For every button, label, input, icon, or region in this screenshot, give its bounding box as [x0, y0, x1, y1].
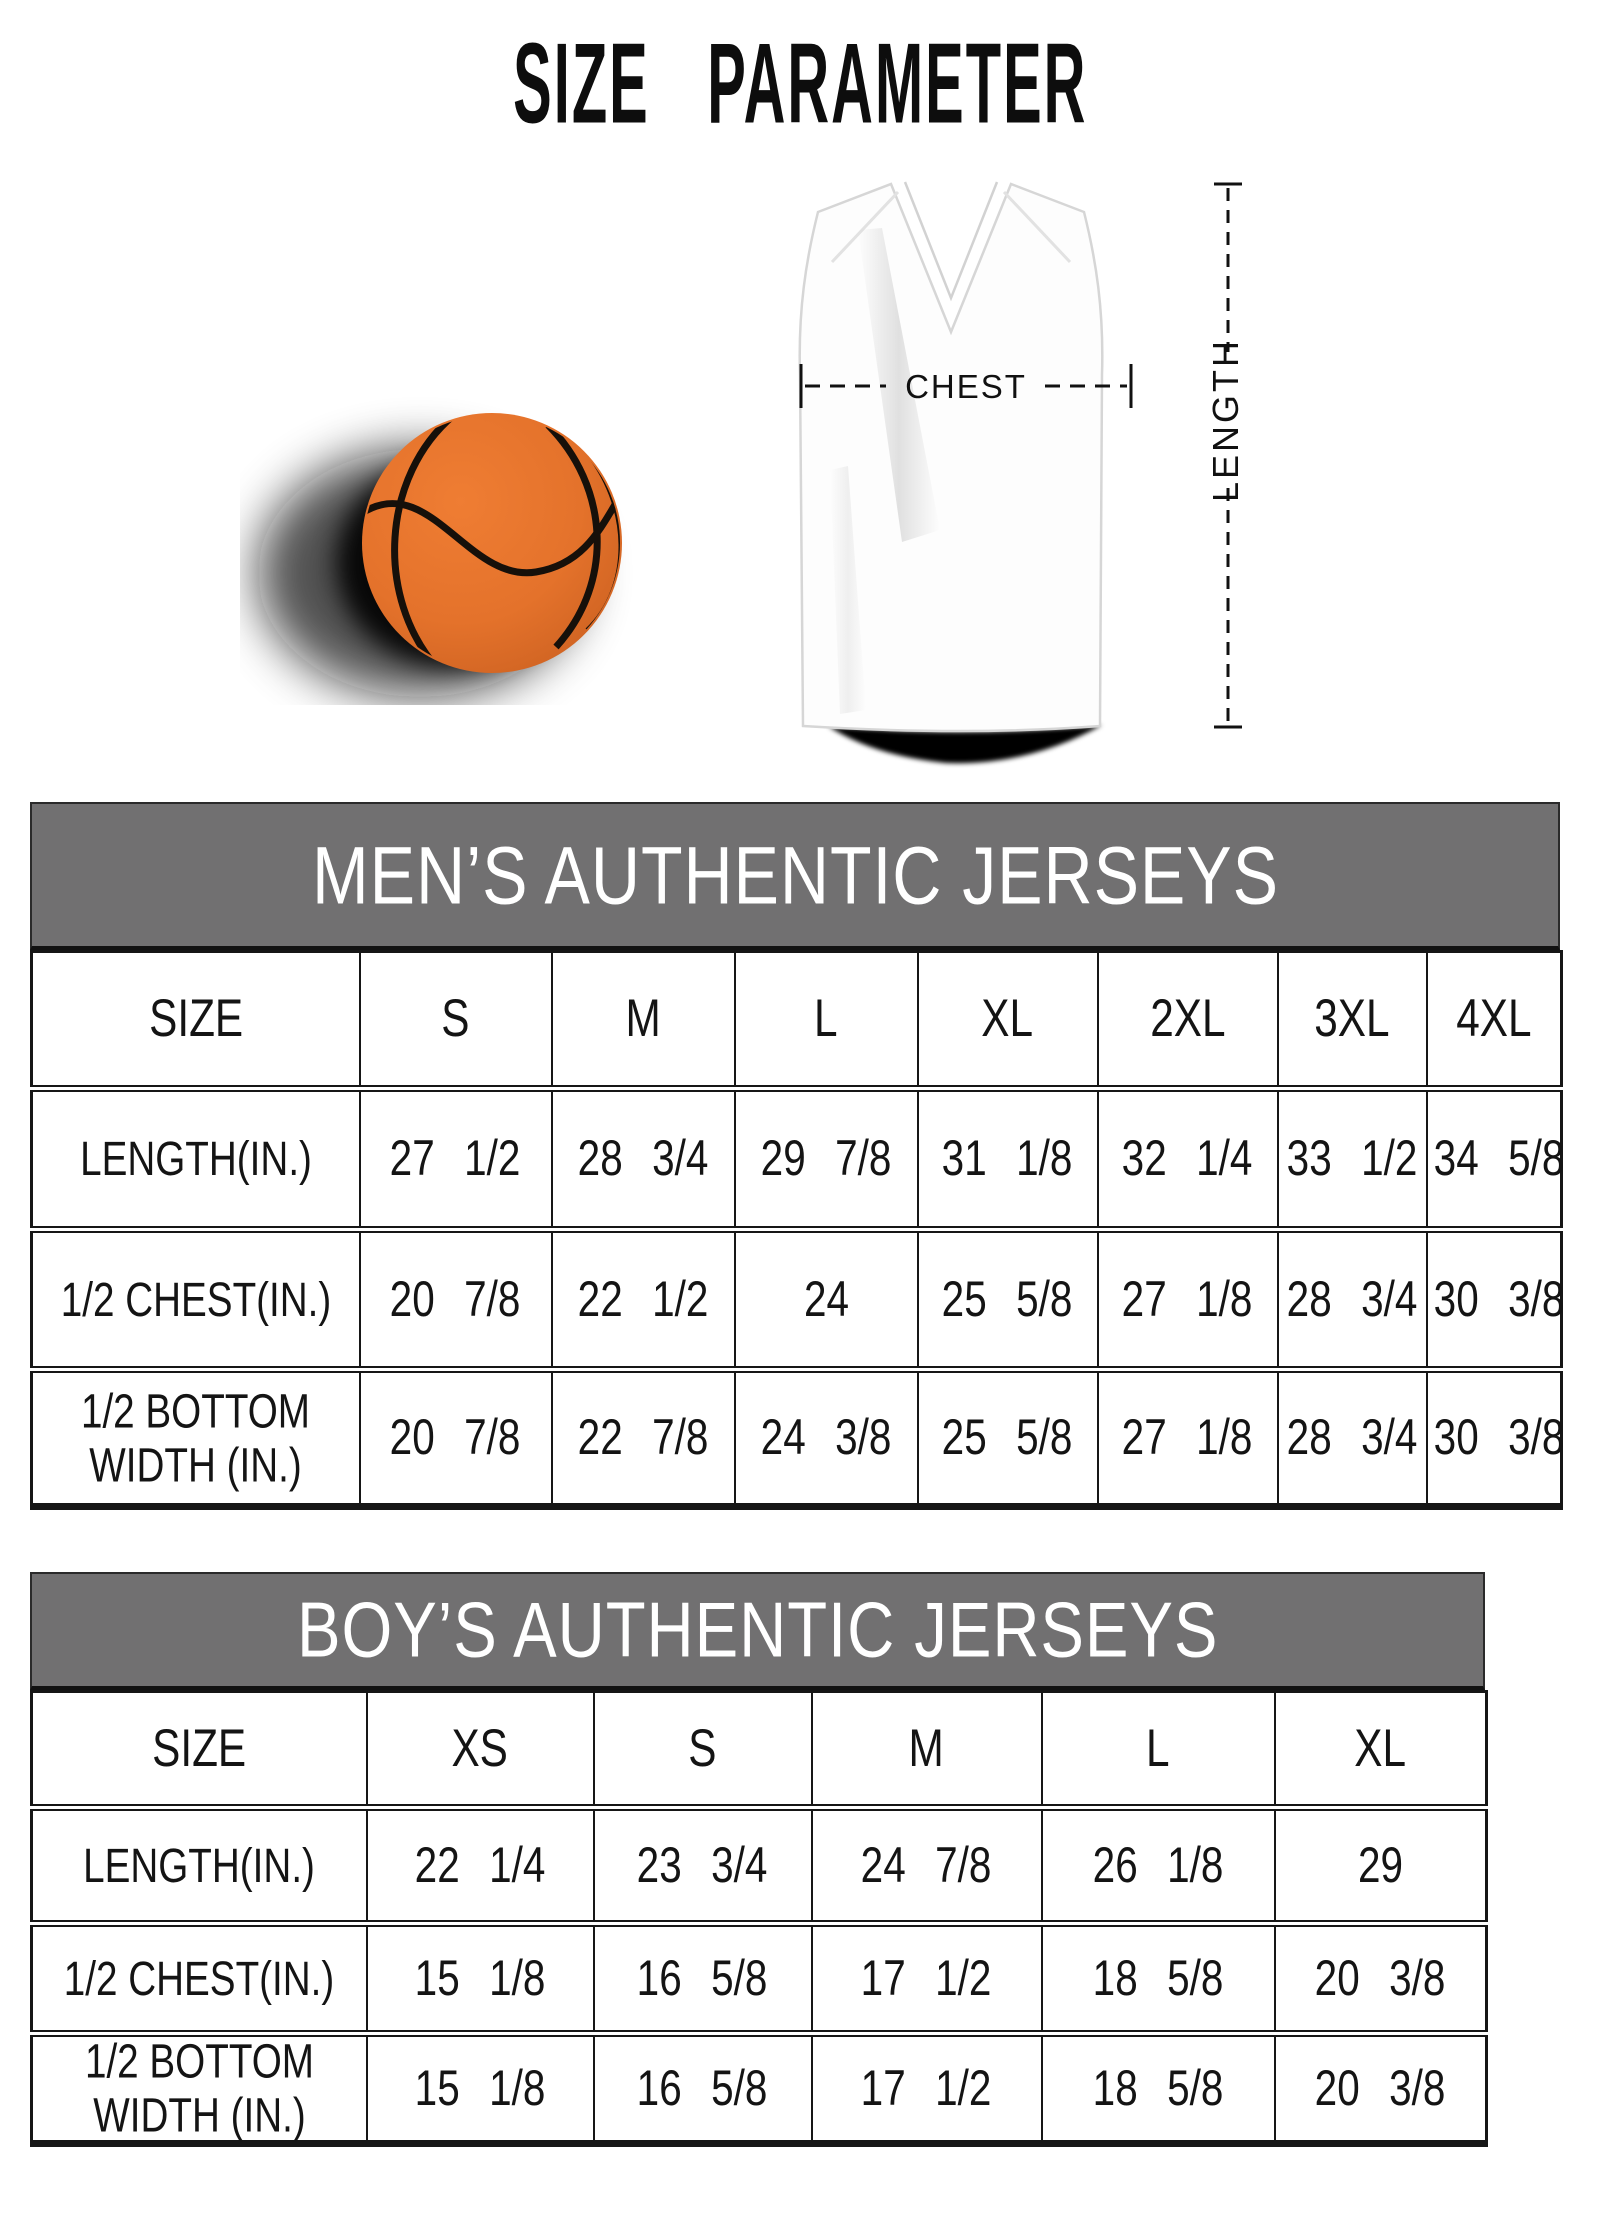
table-cell: 23 3/4 — [594, 1808, 812, 1924]
boys-table-header-band — [30, 1572, 1485, 1690]
size-col-m: M — [552, 952, 735, 1089]
jersey-illustration — [770, 170, 1290, 770]
length-label: LENGTH — [1205, 337, 1246, 503]
table-row-half-chest — [32, 1230, 1562, 1370]
mens-table-header-band — [30, 802, 1560, 950]
table-row-half-bottom-width — [32, 2034, 1487, 2144]
size-col-m: M — [812, 1692, 1042, 1808]
table-cell: 27 1/8 — [1098, 1230, 1278, 1370]
size-col-l: L — [1042, 1692, 1275, 1808]
mens-size-table — [30, 950, 1563, 1510]
table-cell: 18 5/8 — [1042, 1924, 1275, 2034]
table-cell: 25 5/8 — [918, 1230, 1098, 1370]
table-cell: 20 3/8 — [1275, 1924, 1487, 2034]
table-cell: 16 5/8 — [594, 1924, 812, 2034]
table-row-half-bottom-width — [32, 1370, 1562, 1507]
table-cell: 20 7/8 — [360, 1370, 552, 1507]
jersey-figure — [770, 170, 1290, 770]
table-cell: 29 7/8 — [735, 1089, 918, 1230]
size-col-2xl: 2XL — [1098, 952, 1278, 1089]
table-cell: 28 3/4 — [1278, 1370, 1427, 1507]
table-cell: 24 7/8 — [812, 1808, 1042, 1924]
row-label-half-chest: 1/2 CHEST(IN.) — [32, 1924, 367, 2034]
size-col-xl: XL — [1275, 1692, 1487, 1808]
table-cell: 28 3/4 — [1278, 1230, 1427, 1370]
size-header-cell: SIZE — [32, 952, 360, 1089]
table-cell: 30 3/8 — [1427, 1230, 1562, 1370]
mens-size-table-block — [30, 802, 1564, 1510]
table-cell: 22 7/8 — [552, 1370, 735, 1507]
table-cell: 20 3/8 — [1275, 2034, 1487, 2144]
table-cell: 15 1/8 — [367, 1924, 594, 2034]
size-col-xs: XS — [367, 1692, 594, 1808]
boys-size-table — [30, 1690, 1488, 2147]
boys-size-table-block — [30, 1572, 1485, 2147]
table-cell: 33 1/2 — [1278, 1089, 1427, 1230]
basketball-icon — [240, 375, 660, 705]
table-cell: 34 5/8 — [1427, 1089, 1562, 1230]
table-cell: 28 3/4 — [552, 1089, 735, 1230]
chest-label: CHEST — [905, 368, 1027, 405]
table-cell: 17 1/2 — [812, 2034, 1042, 2144]
size-col-l: L — [735, 952, 918, 1089]
table-cell: 15 1/8 — [367, 2034, 594, 2144]
table-row-length — [32, 1089, 1562, 1230]
size-header-cell: SIZE — [32, 1692, 367, 1808]
size-col-4xl: 4XL — [1427, 952, 1562, 1089]
table-cell: 24 — [735, 1230, 918, 1370]
size-col-3xl: 3XL — [1278, 952, 1427, 1089]
table-cell: 26 1/8 — [1042, 1808, 1275, 1924]
row-label-length: LENGTH(IN.) — [32, 1808, 367, 1924]
table-cell: 17 1/2 — [812, 1924, 1042, 2034]
table-cell: 31 1/8 — [918, 1089, 1098, 1230]
table-cell: 22 1/4 — [367, 1808, 594, 1924]
basketball-figure — [240, 375, 660, 705]
size-col-s: S — [360, 952, 552, 1089]
table-cell: 22 1/2 — [552, 1230, 735, 1370]
page-title-text: SIZE PARAMETER — [512, 20, 1088, 148]
row-label-half-bottom-width: 1/2 BOTTOM WIDTH (IN.) — [32, 2034, 367, 2144]
table-cell: 27 1/2 — [360, 1089, 552, 1230]
table-cell: 16 5/8 — [594, 2034, 812, 2144]
table-cell: 24 3/8 — [735, 1370, 918, 1507]
size-col-xl: XL — [918, 952, 1098, 1089]
table-row-length — [32, 1808, 1487, 1924]
table-cell: 20 7/8 — [360, 1230, 552, 1370]
table-cell: 32 1/4 — [1098, 1089, 1278, 1230]
row-label-length: LENGTH(IN.) — [32, 1089, 360, 1230]
table-cell: 18 5/8 — [1042, 2034, 1275, 2144]
table-cell: 25 5/8 — [918, 1370, 1098, 1507]
table-row-sizes — [32, 952, 1562, 1089]
page-title — [0, 20, 1600, 148]
table-cell: 27 1/8 — [1098, 1370, 1278, 1507]
mens-table-title: MEN’S AUTHENTIC JERSEYS — [311, 829, 1279, 921]
table-cell: 29 — [1275, 1808, 1487, 1924]
boys-table-title: BOY’S AUTHENTIC JERSEYS — [296, 1586, 1219, 1674]
row-label-half-bottom-width: 1/2 BOTTOM WIDTH (IN.) — [32, 1370, 360, 1507]
table-cell: 30 3/8 — [1427, 1370, 1562, 1507]
size-col-s: S — [594, 1692, 812, 1808]
table-row-sizes — [32, 1692, 1487, 1808]
row-label-half-chest: 1/2 CHEST(IN.) — [32, 1230, 360, 1370]
table-row-half-chest — [32, 1924, 1487, 2034]
